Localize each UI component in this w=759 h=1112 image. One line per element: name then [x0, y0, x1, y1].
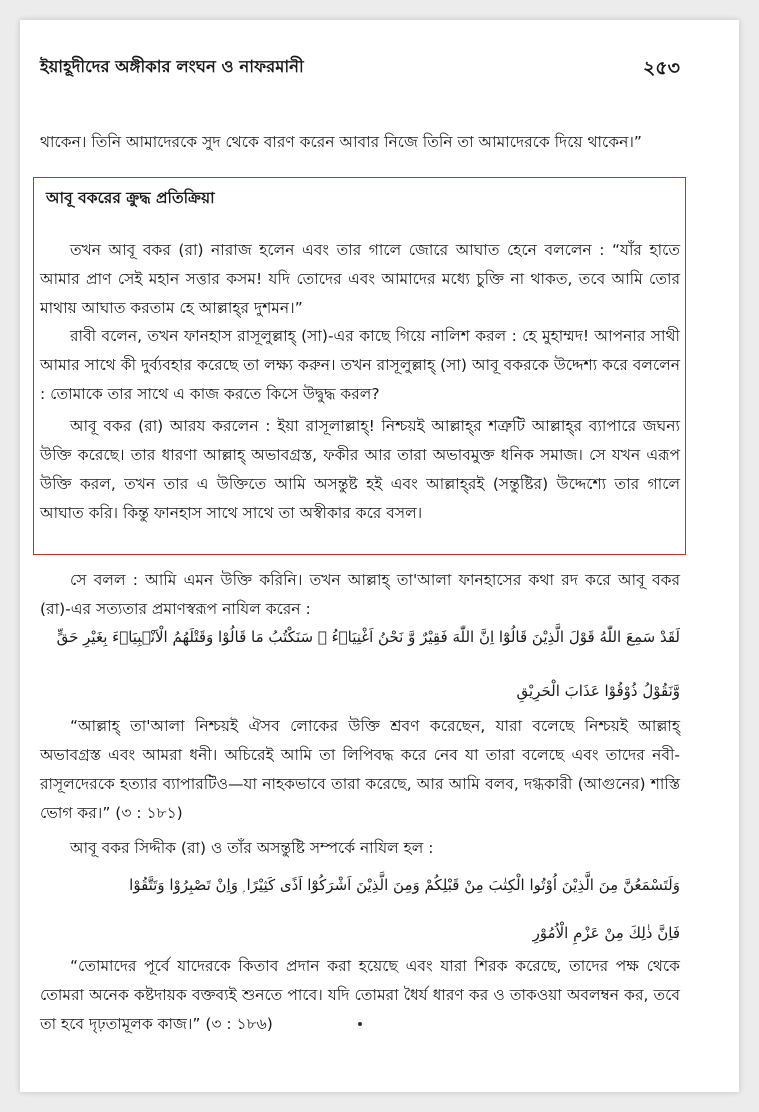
paragraph-revelation-abu-bakr: আবূ বকর সিদ্দীক (রা) ও তাঁর অসন্তুষ্টি সম্পর্কে নাযিল হল :	[70, 839, 434, 857]
arabic-verse-186-line-1: وَلَتَسْمَعُنَّ مِنَ الَّذِيْنَ اُوْتُوا الْكِتٰبَ مِنْ قَبْلِكُمْ وَمِنَ الَّذِيْنَ اَشْرَكُوْٓا اَذًى كَثِيْرًا ۭ وَاِنْ تَصْبِرُوْا وَتَتَّقُوْا	[129, 876, 680, 894]
paragraph-complaint: রাবী বলেন, তখন ফানহাস রাসূলুল্লাহ্ (সা)-এর কাছে গিয়ে নালিশ করল : হে মুহাম্মদ! আপনার সাথী আমার সাথে কী দুর্ব্যবহার করেছে তা লক্ষ্য করুন। তখন রাসূলুল্লাহ্ (সা) আবূ বকরকে উদ্দেশ্য করে বললেন : তোমাকে তার সাথে এ কাজ করতে কিসে উদ্বুদ্ধ করল?	[40, 327, 680, 403]
page-number: ২৫৩	[642, 57, 680, 79]
arabic-verse-181-line-1: لَقَدْ سَمِعَ اللّٰهُ قَوْلَ الَّذِيْنَ قَالُوْٓا اِنَّ اللّٰهَ فَقِيْرٌ وَّ نَحْنُ اَغْنِيَاۗءُ ۘ سَنَكْتُبُ مَا قَالُوْا وَقَتْلَهُمُ الْاَنْۢبِيَاۗءَ بِغَيْرِ حَقٍّ	[56, 628, 680, 646]
arabic-verse-181-line-2: وَّنَقُوْلُ ذُوْقُوْا عَذَابَ الْحَرِيْقِ	[516, 682, 680, 700]
header-title: ইয়াহূদীদের অঙ্গীকার লংঘন ও নাফরমানী	[40, 57, 304, 76]
arabic-verse-186-line-2: فَاِنَّ ذٰلِكَ مِنْ عَزْمِ الْاُمُوْرِ	[532, 924, 680, 942]
section-heading: আবূ বকরের ক্রুদ্ধ প্রতিক্রিয়া	[46, 189, 215, 207]
footer-dot	[358, 1022, 362, 1026]
paragraph-abu-bakr-reply: আবূ বকর (রা) আরয করলেন : ইয়া রাসূলাল্লাহ্! নিশ্চয়ই আল্লাহ্‌র শত্রুটি আল্লাহ্‌র ব্যাপারে জঘন্য উক্তি করেছে। তার ধারণা আল্লাহ্ অভাবগ্রস্ত, ফকীর আর তারা অভাবমুক্ত ধনিক সমাজ। সে যখন এরূপ উক্তি করল, তখন তার এ উক্তিতে আমি অসন্তুষ্ট হই এবং আল্লাহ্‌রই (সন্তুষ্টির) উদ্দেশ্যে তার গালে আঘাত করি। কিন্তু ফানহাস সাথে সাথে তা অস্বীকার করে বসল।	[40, 417, 680, 522]
translation-verse-181: “আল্লাহ্ তা'আলা নিশ্চয়ই ঐসব লোকের উক্তি শ্রবণ করেছেন, যারা বলেছে নিশ্চয়ই আল্লাহ্ অভাবগ্রস্ত এবং আমরা ধনী। অচিরেই আমি তা লিপিবদ্ধ করে নেব যা তারা বলেছে এবং তাদের নবী-রাসূলদেরকে হত্যার ব্যাপারটিও—যা নাহকভাবে তারা করেছে, আর আমি বলব, দগ্ধকারী (আগুনের) শাস্তি ভোগ কর।” (৩ : ১৮১)	[40, 717, 680, 822]
translation-verse-186: “তোমাদের পূর্বে যাদেরকে কিতাব প্রদান করা হয়েছে এবং যারা শিরক করেছে, তাদের পক্ষ থেকে তোমরা অনেক কষ্টদায়ক বক্তব্যই শুনতে পাবে। যদি তোমরা ধৈর্য ধারণ কর ও তাকওয়া অবলম্বন কর, তবে তা হবে দৃঢ়তামূলক কাজ।” (৩ : ১৮৬)	[40, 957, 680, 1033]
paragraph-abu-bakr-oath: তখন আবূ বকর (রা) নারাজ হলেন এবং তার গালে জোরে আঘাত হেনে বললেন : “যাঁর হাতে আমার প্রাণ সেই মহান সত্তার কসম! যদি তোদের এবং আমাদের মধ্যে চুক্তি না থাকত, তবে আমি তোর মাথায় আঘাত করতাম হে আল্লাহ্‌র দুশমন।”	[40, 241, 680, 317]
paragraph-continuation: থাকেন। তিনি আমাদেরকে সুদ থেকে বারণ করেন আবার নিজে তিনি তা আমাদেরকে দিয়ে থাকেন।”	[40, 133, 642, 151]
paragraph-revelation-intro: সে বলল : আমি এমন উক্তি করিনি। তখন আল্লাহ্ তা'আলা ফানহাসের কথা রদ করে আবূ বকর (রা)-এর সত্যতার প্রমাণস্বরূপ নাযিল করেন :	[40, 571, 680, 618]
running-header	[40, 54, 680, 84]
